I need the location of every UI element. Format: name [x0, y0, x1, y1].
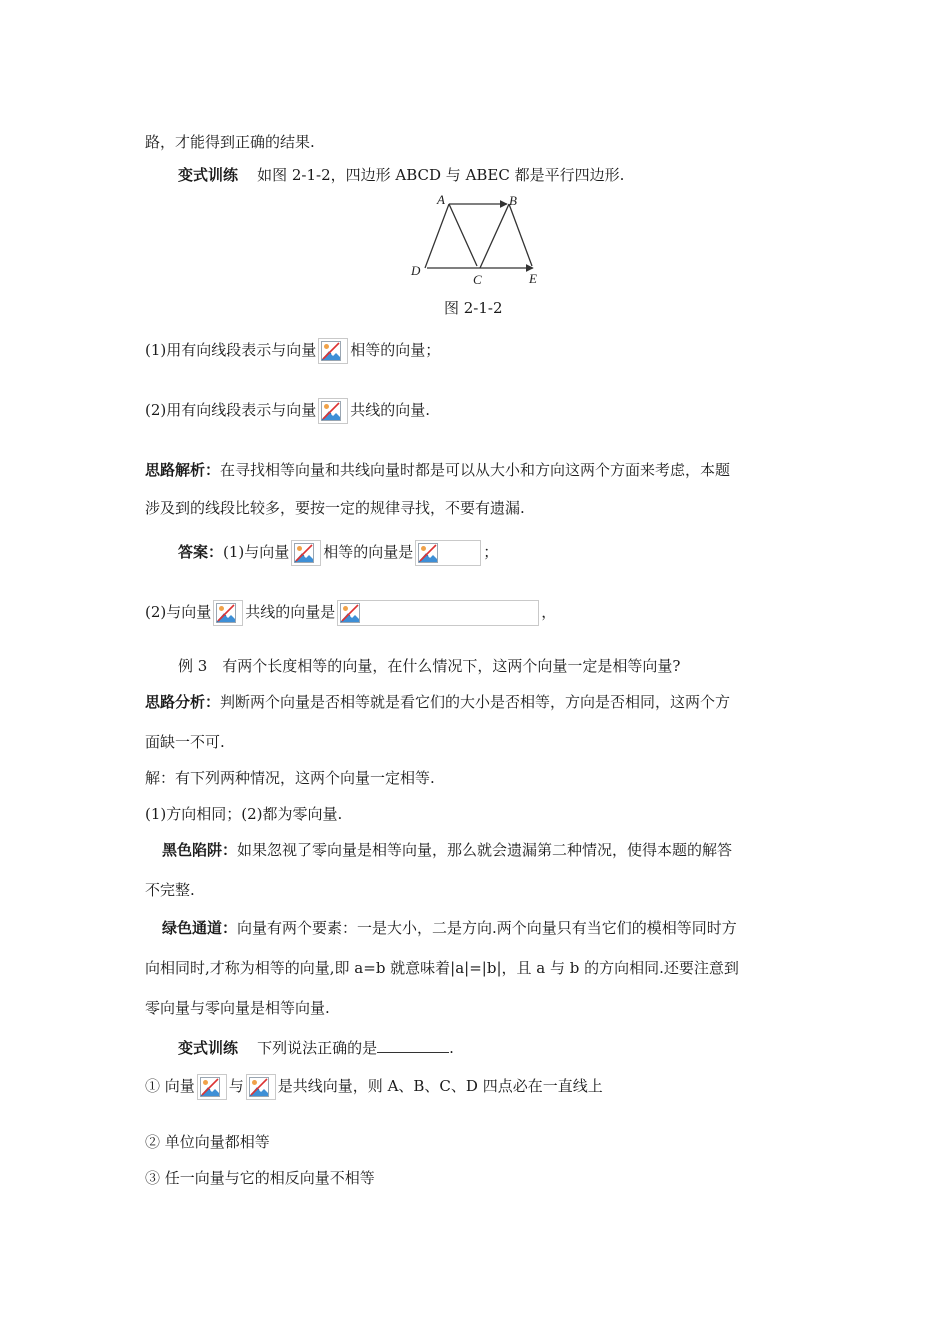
parallelogram-figure: [405, 188, 545, 288]
vector-image: [415, 540, 481, 566]
option-1-suffix: 是共线向量，则 A、B、C、D 四点必在一直线上: [277, 1077, 603, 1095]
variant-training-text: 如图 2-1-2，四边形 ABCD 与 ABEC 都是平行四边形.: [257, 166, 625, 184]
analysis-1: [145, 460, 730, 480]
green-channel-cont: 向相同时,才称为相等的向量,即 a=b 就意味着|a|=|b|，且 a 与 b 的方向相同.还要注意到: [145, 959, 739, 977]
answer-1-prefix: (1)与向量: [223, 543, 290, 561]
vector-image: [197, 1074, 227, 1100]
option-1-prefix: ① 向量: [145, 1077, 195, 1095]
point-D-label: D: [411, 263, 421, 278]
broken-image-icon: [321, 341, 341, 361]
point-B-label: B: [509, 193, 517, 208]
question-2-prefix: (2)用有向线段表示与向量: [145, 401, 317, 419]
figure-caption: 图 2-1-2: [444, 299, 503, 317]
answer-2-end: ，: [541, 603, 557, 621]
question-2: [145, 398, 430, 424]
answer-1: [178, 540, 498, 566]
question-1-suffix: 相等的向量；: [350, 341, 441, 359]
answer-label: 答案：: [178, 543, 224, 561]
broken-image-icon: [340, 603, 360, 623]
answer-1-mid: 相等的向量是: [323, 543, 414, 561]
broken-image-icon: [294, 543, 314, 563]
example-3: 例 3 有两个长度相等的向量，在什么情况下，这两个向量一定是相等向量?: [178, 657, 681, 675]
answer-2-mid: 共线的向量是: [245, 603, 336, 621]
analysis-1-cont: 涉及到的线段比较多，要按一定的规律寻找，不要有遗漏.: [145, 499, 525, 517]
broken-image-icon: [200, 1077, 220, 1097]
option-1: [145, 1074, 603, 1100]
analysis-2-cont: 面缺一不可.: [145, 733, 225, 751]
broken-image-icon: [418, 543, 438, 563]
answer-1-end: ；: [483, 543, 499, 561]
solution-cases: (1)方向相同；(2)都为零向量.: [145, 805, 343, 823]
black-trap: [162, 840, 732, 860]
option-3: ③ 任一向量与它的相反向量不相等: [145, 1169, 375, 1187]
green-channel: [162, 918, 737, 938]
variant-training-label: 变式训练: [178, 166, 239, 184]
variant-training-1: [178, 165, 624, 185]
broken-image-icon: [321, 401, 341, 421]
black-trap-text: 如果忽视了零向量是相等向量，那么就会遗漏第二种情况，使得本题的解答: [237, 841, 733, 859]
answer-2-prefix: (2)与向量: [145, 603, 212, 621]
option-2: ② 单位向量都相等: [145, 1133, 270, 1151]
variant-training-2: [178, 1038, 454, 1058]
option-1-mid: 与: [228, 1077, 244, 1095]
point-E-label: E: [529, 271, 537, 286]
point-C-label: C: [473, 272, 482, 287]
black-trap-cont: 不完整.: [145, 881, 195, 899]
answer-2: [145, 600, 556, 626]
broken-image-icon: [216, 603, 236, 623]
paragraph-continuation: 路，才能得到正确的结果.: [145, 133, 315, 151]
vector-image: [291, 540, 321, 566]
variant-training-end: .: [449, 1039, 454, 1057]
analysis-text: 判断两个向量是否相等就是看它们的大小是否相等，方向是否相同，这两个方: [220, 693, 731, 711]
vector-image: [213, 600, 243, 626]
vector-image: [318, 398, 348, 424]
question-2-suffix: 共线的向量.: [350, 401, 431, 419]
green-channel-label: 绿色通道：: [162, 919, 238, 937]
green-channel-cont-2: 零向量与零向量是相等向量.: [145, 999, 330, 1017]
broken-image-icon: [249, 1077, 269, 1097]
analysis-label: 思路分析：: [145, 693, 221, 711]
answer-blank: [377, 1038, 449, 1053]
figure-lines: [425, 204, 533, 268]
solution: 解：有下列两种情况，这两个向量一定相等.: [145, 769, 435, 787]
vector-image: [246, 1074, 276, 1100]
variant-training-label: 变式训练: [178, 1039, 239, 1057]
analysis-2: [145, 692, 730, 712]
variant-training-text: 下列说法正确的是: [257, 1039, 378, 1057]
green-channel-text: 向量有两个要素：一是大小，二是方向.两个向量只有当它们的模相等同时方: [237, 919, 737, 937]
vector-image: [318, 338, 348, 364]
analysis-text: 在寻找相等向量和共线向量时都是可以从大小和方向这两个方面来考虑，本题: [220, 461, 731, 479]
black-trap-label: 黑色陷阱：: [162, 841, 238, 859]
vector-image: [337, 600, 539, 626]
point-A-label: A: [437, 192, 445, 207]
question-1-prefix: (1)用有向线段表示与向量: [145, 341, 317, 359]
question-1: [145, 338, 440, 364]
analysis-label: 思路解析：: [145, 461, 221, 479]
